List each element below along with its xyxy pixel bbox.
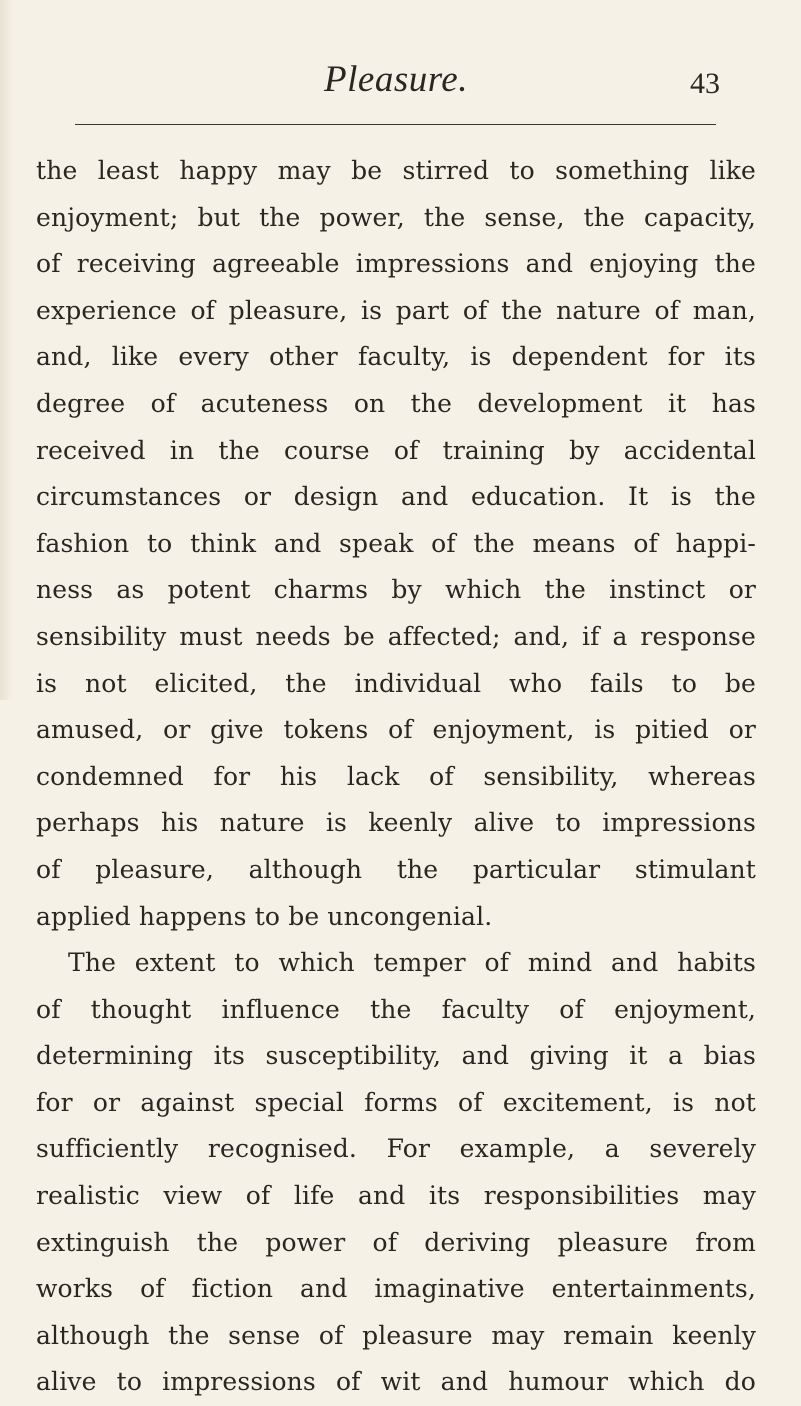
- paragraph-start-line: The extent to which temper of mind and habits: [68, 948, 756, 978]
- text-line: sufficiently recognised. For example, a severely: [36, 1134, 756, 1164]
- text-line: although the sense of pleasure may remain keenly: [36, 1320, 756, 1350]
- text-line: for or against special forms of excitement, is not: [36, 1087, 756, 1117]
- text-line: extinguish the power of deriving pleasure from: [36, 1227, 756, 1257]
- paragraph-end-line: applied happens to be uncongenial.: [36, 901, 493, 931]
- page-header: [36, 58, 756, 108]
- text-line: alive to impressions of wit and humour which do: [36, 1367, 756, 1397]
- text-line: works of fiction and imaginative entertainments,: [36, 1274, 756, 1304]
- text-line: realistic view of life and its responsibilities may: [36, 1181, 756, 1211]
- running-title: Pleasure.: [324, 59, 468, 100]
- text-line: and, like every other faculty, is dependent for its: [36, 342, 756, 372]
- text-line: ness as potent charms by which the instinct or: [36, 575, 756, 605]
- text-line: condemned for his lack of sensibility, whereas: [36, 761, 756, 791]
- text-line: is not elicited, the individual who fails to be: [36, 668, 756, 698]
- text-line: sensibility must needs be affected; and, if a response: [36, 621, 756, 651]
- page-binding-shadow: [0, 0, 14, 700]
- text-line: determining its susceptibility, and giving it a bias: [36, 1041, 756, 1071]
- text-line: the least happy may be stirred to something like: [36, 156, 756, 185]
- text-line: degree of acuteness on the development it has: [36, 388, 756, 418]
- text-line: enjoyment; but the power, the sense, the capacity,: [36, 202, 756, 232]
- body-text: [36, 148, 756, 1406]
- text-line: perhaps his nature is keenly alive to impressions: [36, 808, 756, 838]
- text-line: of pleasure, although the particular stimulant: [36, 854, 756, 884]
- text-line: experience of pleasure, is part of the nature of man,: [36, 295, 756, 325]
- text-line: amused, or give tokens of enjoyment, is pitied or: [36, 715, 756, 745]
- text-line: circumstances or design and education. It is the: [36, 482, 756, 512]
- text-line: of receiving agreeable impressions and enjoying the: [36, 249, 756, 279]
- text-line: fashion to think and speak of the means of happi-: [36, 528, 756, 558]
- header-rule: [75, 124, 716, 125]
- page-number: 43: [690, 67, 720, 100]
- text-line: of thought influence the faculty of enjoyment,: [36, 994, 756, 1024]
- text-line: received in the course of training by accidental: [36, 435, 756, 465]
